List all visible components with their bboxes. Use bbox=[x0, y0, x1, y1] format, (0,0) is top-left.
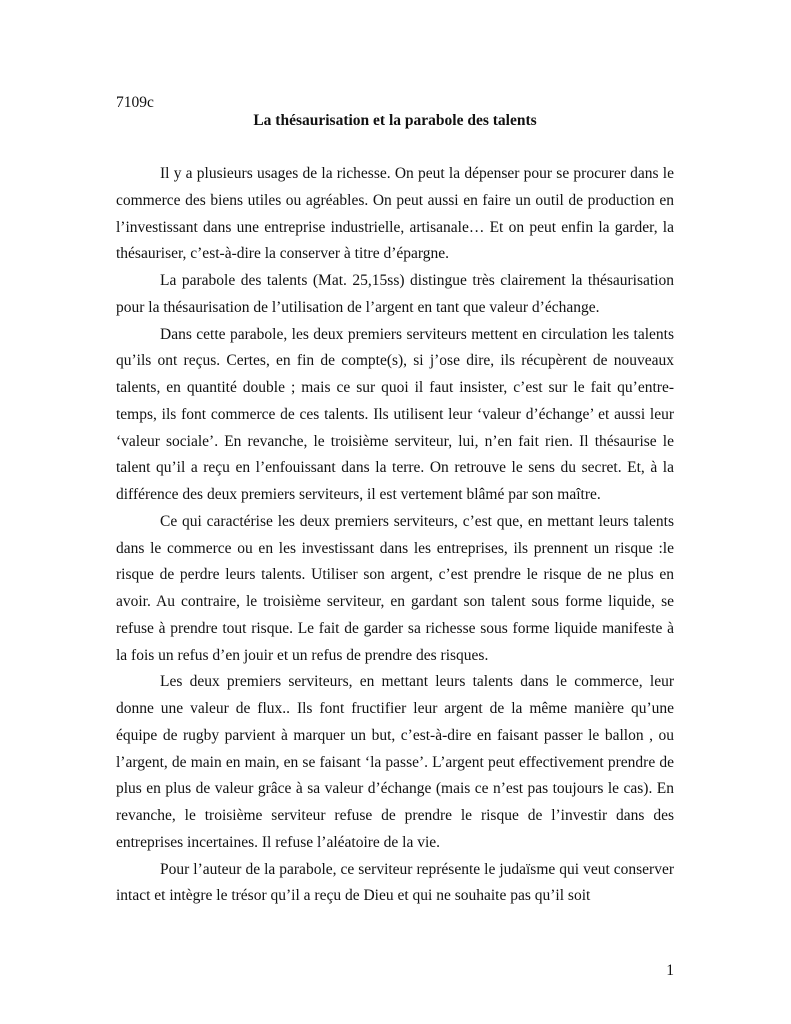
document-title: La thésaurisation et la parabole des talents bbox=[253, 112, 537, 129]
paragraph: Les deux premiers serviteurs, en mettant leurs talents dans le commerce, leur donne une valeur de flux.. Ils font fructifier leur argent de la même manière qu’une équipe de rugby parvient à marquer un but, c’est-à-dire en faisant passer le ballon , ou l’argent, de main en main, en se faisant ‘la passe’. L’argent peut effectivement prendre de plus en plus de valeur grâce à sa valeur d’échange (mais ce n’est pas toujours le cas). En revanche, le troisième serviteur refuse de prendre le risque de l’investir dans des entreprises incertaines. Il refuse l’aléatoire de la vie. bbox=[116, 673, 674, 851]
paragraph: La parabole des talents (Mat. 25,15ss) distingue très clairement la thésaurisation pour la thésaurisation de l’utilisation de l’argent en tant que valeur d’échange. bbox=[116, 272, 674, 316]
document-reference: 7109c bbox=[116, 94, 154, 111]
paragraph: Il y a plusieurs usages de la richesse. On peut la dépenser pour se procurer dans le commerce des biens utiles ou agréables. On peut aussi en faire un outil de production en l’investissant dans une entreprise industrielle, artisanale… Et on peut enfin la garder, la thésauriser, c’est-à-dire la conserver à titre d’épargne. bbox=[116, 165, 674, 263]
page-number: 1 bbox=[666, 962, 674, 979]
paragraph: Dans cette parabole, les deux premiers serviteurs mettent en circulation les talents qu’ils ont reçus. Certes, en fin de compte(s), si j’ose dire, ils récupèrent de nouveaux talents, en quantité double ; mais ce sur quoi il faut insister, c’est sur le fait qu’entre-temps, ils font commerce de ces talents. Ils utilisent leur ‘valeur d’échange’ et aussi leur ‘valeur sociale’. En revanche, le troisième serviteur, lui, n’en fait rien. Il thésaurise le talent qu’il a reçu en l’enfouissant dans la terre. On retrouve le sens du secret. Et, à la différence des deux premiers serviteurs, il est vertement blâmé par son maître. bbox=[116, 325, 674, 503]
paragraph: Pour l’auteur de la parabole, ce serviteur représente le judaïsme qui veut conserver intact et intègre le trésor qu’il a reçu de Dieu et qui ne souhaite pas qu’il soit bbox=[116, 860, 674, 905]
paragraph: Ce qui caractérise les deux premiers serviteurs, c’est que, en mettant leurs talents dans le commerce ou en les investissant dans les entreprises, ils prennent un risque :le risque de perdre leurs talents. Utiliser son argent, c’est prendre le risque de ne plus en avoir. Au contraire, le troisième serviteur, en gardant son talent sous forme liquide, se refuse à prendre tout risque. Le fait de garder sa richesse sous forme liquide manifeste à la fois un refus d’en jouir et un refus de prendre des risques. bbox=[116, 512, 674, 664]
document-body bbox=[116, 161, 674, 910]
